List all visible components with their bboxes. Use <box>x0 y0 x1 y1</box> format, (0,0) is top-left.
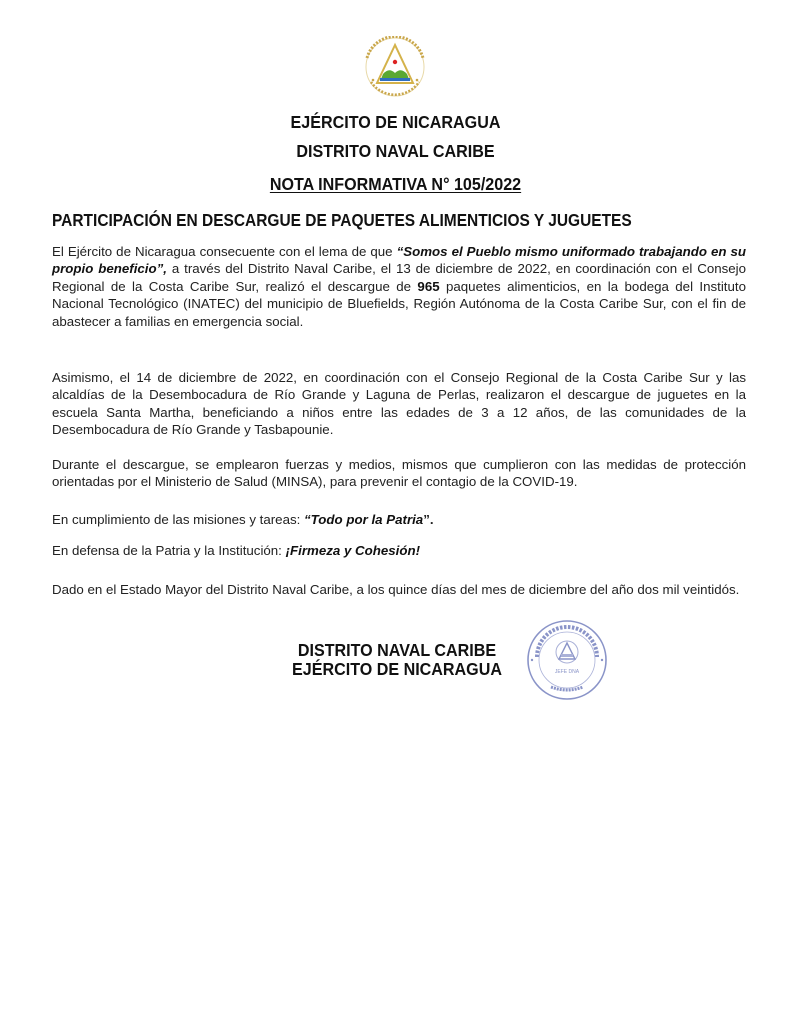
document-title: PARTICIPACIÓN EN DESCARGUE DE PAQUETES ALIMENTICIOS Y JUGUETES <box>52 210 632 230</box>
signature-army: EJÉRCITO DE NICARAGUA <box>292 659 502 679</box>
p1-text-a: El Ejército de Nicaragua consecuente con el lema de que <box>52 244 397 259</box>
paragraph-3: Durante el descargue, se emplearon fuerzas y medios, mismos que cumplieron con las medidas de protección orientadas por el Ministerio de Salud (MINSA), para prevenir el contagio de la COVID-19. <box>52 457 746 490</box>
paragraph-2: Asimismo, el 14 de diciembre de 2022, en coordinación con el Consejo Regional de la Costa Caribe Sur y las alcaldías de la Desembocadura de Río Grande y Laguna de Perlas, realizaron el descargue de juguetes en la escuela Santa Martha, beneficiando a niños entre las edades de 3 a 12 años, de las comunidades de la Desembocadura de Río Grande y Tasbapounie. <box>52 370 746 438</box>
note-number: NOTA INFORMATIVA N° 105/2022 <box>269 174 522 194</box>
header-army: EJÉRCITO DE NICARAGUA <box>290 112 501 132</box>
header-district: DISTRITO NAVAL CARIBE <box>296 141 495 161</box>
paragraph-5 <box>52 542 746 559</box>
slogan-firmeza: ¡Firmeza y Cohesión! <box>285 543 421 558</box>
slogan-patria: “Todo por la Patria <box>304 512 424 527</box>
paragraph-6: Dado en el Estado Mayor del Distrito Naval Caribe, a los quince días del mes de diciembre del año dos mil veintidós. <box>52 582 740 597</box>
paragraph-4 <box>52 511 746 528</box>
stamp-center-text: JEFE DNA <box>554 669 580 675</box>
p1-text-b: a través del Distrito Naval Caribe, el 13 de diciembre de 2022, en coordinación con el Consejo Regional de la Costa Caribe Sur, realizó el descargue de <box>52 261 747 294</box>
signature-district: DISTRITO NAVAL CARIBE <box>297 640 497 660</box>
p5-text-a: En defensa de la Patria y la Institución: <box>52 543 286 558</box>
motto-quote: “Somos el Pueblo mismo uniformado trabajando en su propio beneficio”, <box>52 244 747 277</box>
p1-text-c: paquetes alimenticios, en la bodega del Instituto Nacional Tecnológico (INATEC) del municipio de Bluefields, Región Autónoma de la Costa Caribe Sur, con el fin de abastecer a familias en emergencia social. <box>52 278 746 329</box>
coat-of-arms-seal <box>353 36 437 98</box>
p4-text-b: ”. <box>423 512 434 527</box>
p4-text-a: En cumplimiento de las misiones y tareas: <box>52 512 305 527</box>
paragraph-1 <box>52 243 746 330</box>
official-stamp <box>525 619 609 701</box>
package-count: 965 <box>417 278 440 294</box>
